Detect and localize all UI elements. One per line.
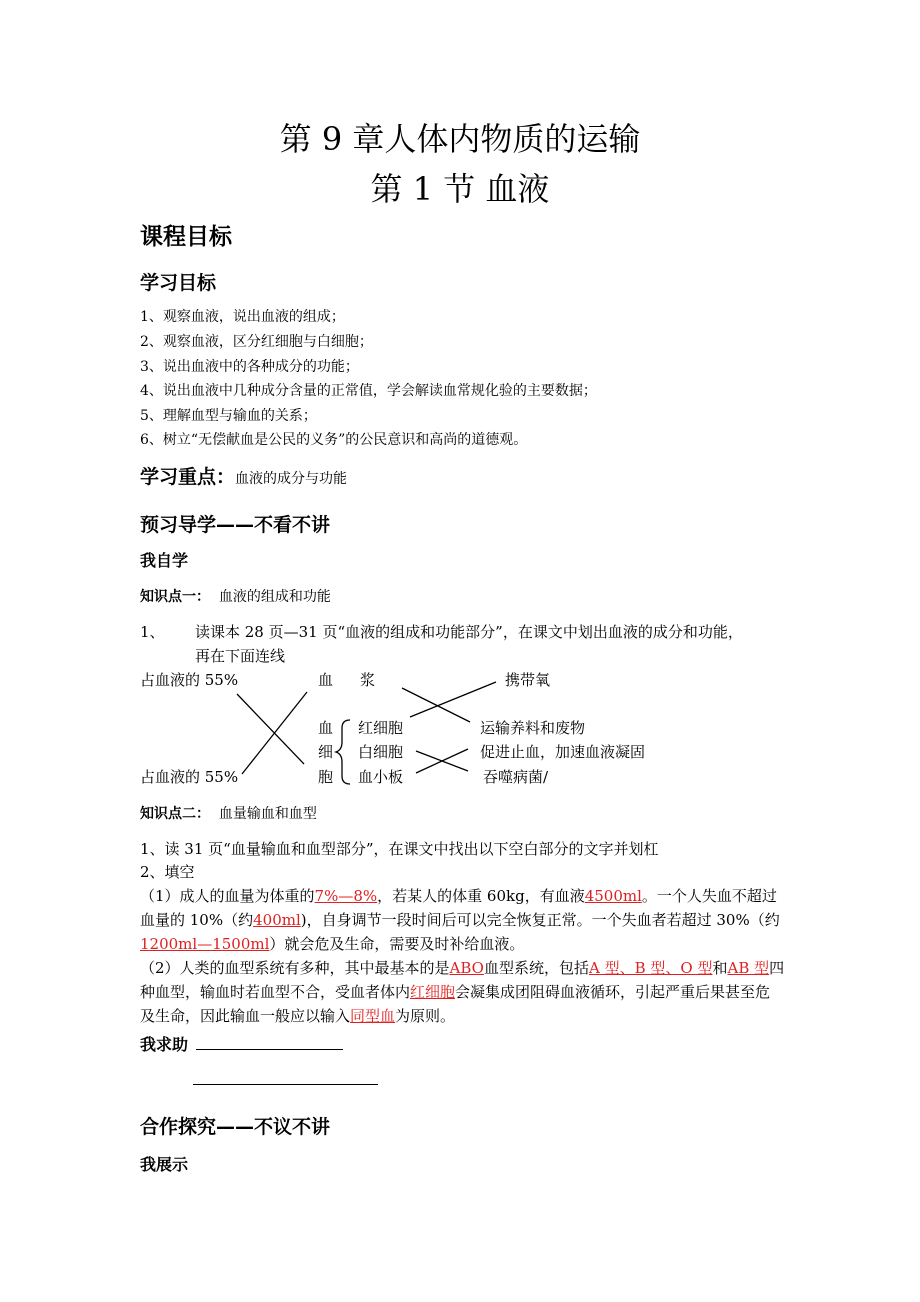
goal-item: 1、观察血液，说出血液的组成；	[140, 309, 345, 325]
answer-blank: 红细胞	[410, 983, 456, 1001]
p2-text: 血型系统，包括	[483, 959, 589, 977]
match-line	[237, 694, 304, 764]
answer-blank: A 型、B 型、O 型	[589, 959, 713, 977]
answer-blank: 400ml	[253, 911, 301, 929]
course-goals-heading: 课程目标	[140, 224, 232, 250]
answer-blank: 1200ml—1500ml	[140, 935, 270, 953]
goal-item: 5、理解血型与输血的关系；	[140, 408, 317, 424]
diagram-left-bottom: 占血液的 55%	[140, 768, 239, 786]
cooperation-heading: 合作探究——不议不讲	[140, 1116, 331, 1138]
function-oxygen: 携带氧	[505, 671, 551, 689]
help-blank-line-1[interactable]	[196, 1049, 343, 1050]
match-line	[416, 749, 468, 773]
knowledge-point-2	[140, 803, 317, 823]
key-point-text: 血液的成分与功能	[235, 471, 348, 487]
brace-icon	[336, 720, 350, 784]
p1-text: )，自身调节一段时间后可以完全恢复正常。一个失血者若超过 30%（约	[300, 911, 780, 929]
kp1-item-line2: 再在下面连线	[195, 647, 286, 665]
p1-text: ）就会危及生命，需要及时补给血液。	[269, 935, 525, 953]
kp2-label: 知识点二：	[140, 806, 210, 822]
p1-text: （1）成人的血量为体重的	[140, 887, 315, 905]
self-study-heading: 我自学	[140, 551, 189, 570]
function-phagocytosis: 吞噬病菌/	[483, 768, 549, 786]
kp1-item-line1: 读课本 28 页—31 页“血液的组成和功能部分”，在课文中划出血液的成分和功能，	[195, 623, 743, 641]
preview-heading: 预习导学——不看不讲	[140, 514, 331, 536]
p2-text: （2）人类的血型系统有多种，其中最基本的是	[140, 959, 450, 977]
p2-text: 和	[712, 959, 728, 977]
plasma-char-2: 浆	[360, 671, 376, 689]
answer-blank: 4500ml	[584, 887, 642, 905]
p2-text: 会凝集成团阻碍血液循环，引起严重后果甚至危及生命，因此输血一般应以输入	[140, 983, 771, 1025]
answer-blank: 7%—8%	[314, 887, 378, 905]
diagram-left-top: 占血液的 55%	[140, 671, 239, 689]
section-title: 第 1 节 血液	[370, 170, 550, 208]
function-transport: 运输养料和废物	[480, 719, 586, 737]
goal-item: 2、观察血液，区分红细胞与白细胞；	[140, 334, 373, 350]
cells-char-1: 血	[318, 719, 334, 737]
match-line	[242, 692, 307, 774]
platelet: 血小板	[358, 768, 404, 786]
chapter-title: 第 9 章人体内物质的运输	[279, 120, 641, 158]
goal-item: 3、说出血液中的各种成分的功能；	[140, 359, 359, 375]
red-blood-cell: 红细胞	[358, 719, 404, 737]
goal-item: 6、树立“无偿献血是公民的义务”的公民意识和高尚的道德观。	[140, 432, 528, 448]
fill-paragraph-1	[140, 884, 785, 956]
help-blank-line-2[interactable]	[193, 1084, 378, 1085]
learning-goals-heading: 学习目标	[140, 272, 217, 294]
kp2-text: 血量输血和血型	[218, 806, 317, 822]
p1-text: ，若某人的体重 60kg，有血液	[377, 887, 585, 905]
function-clotting: 促进止血，加速血液凝固	[480, 743, 646, 761]
fill-paragraph-2	[140, 956, 785, 1028]
kp2-step-1: 1、读 31 页“血量输血和血型部分”，在课文中找出以下空白部分的文字并划杠	[140, 840, 659, 858]
plasma-char-1: 血	[318, 671, 334, 689]
p1-text: 。一个人失血不超过血量的 10%（约	[140, 887, 777, 929]
show-heading: 我展示	[140, 1155, 189, 1174]
answer-blank: AB 型	[727, 959, 770, 977]
key-point-label: 学习重点：	[140, 466, 236, 488]
p2-text: 为原则。	[395, 1007, 456, 1025]
answer-blank: ABO	[449, 959, 484, 977]
p2-text: 四种血型，输血时若血型不合，受血者体内	[140, 959, 785, 1001]
cells-char-2: 细	[318, 743, 334, 761]
goal-item: 4、说出血液中几种成分含量的正常值，学会解读血常规化验的主要数据；	[140, 383, 597, 399]
match-line	[402, 688, 470, 722]
kp1-item-number: 1、	[140, 623, 165, 641]
cells-char-3: 胞	[318, 768, 334, 786]
kp1-label: 知识点一：	[140, 589, 210, 605]
match-line	[410, 682, 496, 717]
white-blood-cell: 白细胞	[358, 743, 404, 761]
answer-blank: 同型血	[350, 1007, 396, 1025]
kp1-text: 血液的组成和功能	[218, 589, 331, 605]
help-label: 我求助	[140, 1035, 189, 1054]
kp2-step-2: 2、填空	[140, 863, 195, 881]
